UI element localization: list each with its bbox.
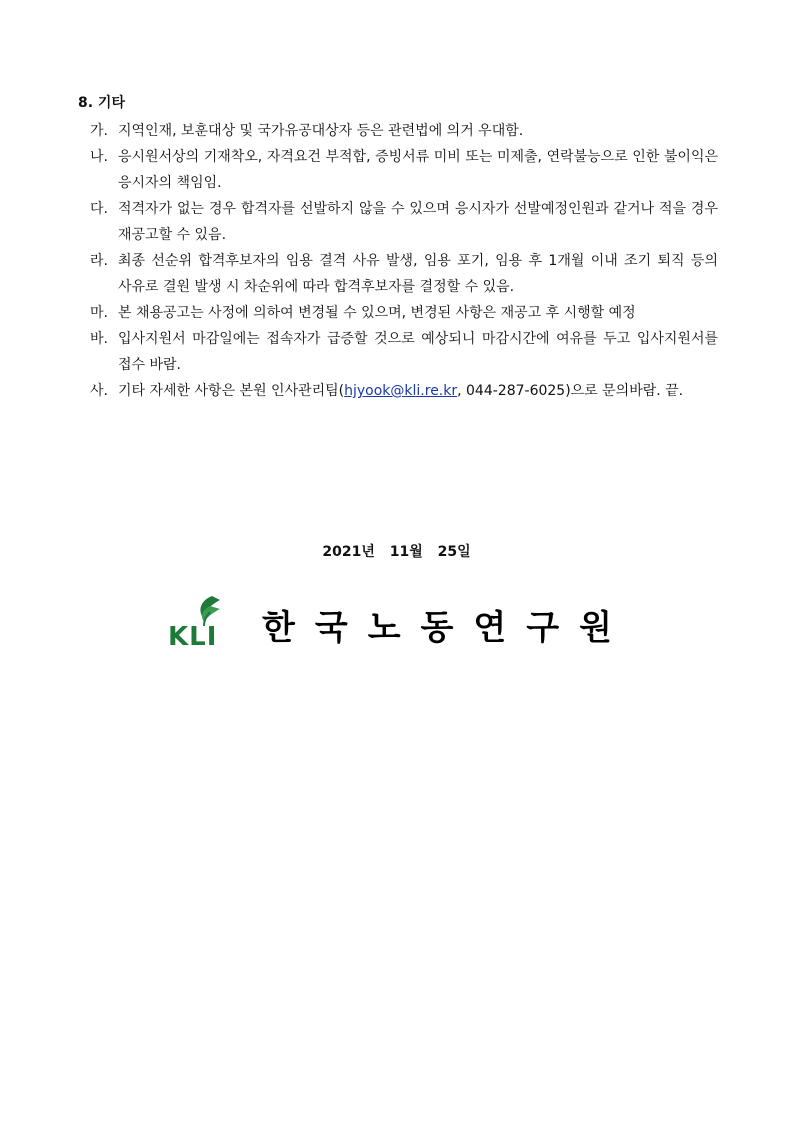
item-text: 지역인재, 보훈대상 및 국가유공대상자 등은 관련법에 의거 우대함. [118, 123, 524, 139]
email-link[interactable]: hjyook@kli.re.kr [344, 383, 458, 399]
list-item [90, 196, 718, 248]
list-item [90, 118, 718, 144]
contact-text [118, 378, 718, 404]
logo-text: KLI [168, 622, 218, 652]
organization-name: 한국노동연구원 [262, 608, 632, 648]
item-marker: 바. [90, 331, 108, 347]
item-marker: 다. [90, 201, 108, 217]
kli-logo [168, 592, 240, 652]
list-item [90, 326, 718, 378]
item-marker: 사. [90, 383, 108, 399]
list-item [90, 300, 718, 326]
list-item [90, 248, 718, 300]
list-item [90, 144, 718, 196]
item-marker: 나. [90, 149, 108, 165]
issue-date: 2021년 11월 25일 [322, 544, 471, 560]
item-marker: 마. [90, 305, 108, 321]
signature-block [168, 592, 632, 656]
contact-text-before: 기타 자세한 사항은 본원 인사관리팀( [118, 383, 345, 399]
item-text: 최종 선순위 합격후보자의 임용 결격 사유 발생, 임용 포기, 임용 후 1개월 이내 조기 퇴직 등의 사유로 결원 발생 시 차순위에 따라 합격후보자를 결정할 수 있음. [118, 253, 718, 295]
contact-item [90, 378, 718, 404]
section-title: 8. 기타 [78, 95, 125, 111]
item-marker: 라. [90, 253, 108, 269]
item-text: 적격자가 없는 경우 합격자를 선발하지 않을 수 있으며 응시자가 선발예정인원과 같거나 적을 경우 재공고할 수 있음. [118, 201, 718, 243]
item-text: 본 채용공고는 사정에 의하여 변경될 수 있으며, 변경된 사항은 재공고 후 시행할 예정 [118, 305, 636, 321]
contact-text-after: , 044-287-6025)으로 문의바람. 끝. [457, 383, 684, 399]
notice-list [90, 118, 718, 404]
item-text: 입사지원서 마감일에는 접속자가 급증할 것으로 예상되니 마감시간에 여유를 두고 입사지원서를 접수 바람. [118, 331, 718, 373]
item-text: 응시원서상의 기재착오, 자격요건 부적합, 증빙서류 미비 또는 미제출, 연락불능으로 인한 불이익은 응시자의 책임임. [118, 149, 718, 191]
item-marker: 가. [90, 123, 108, 139]
